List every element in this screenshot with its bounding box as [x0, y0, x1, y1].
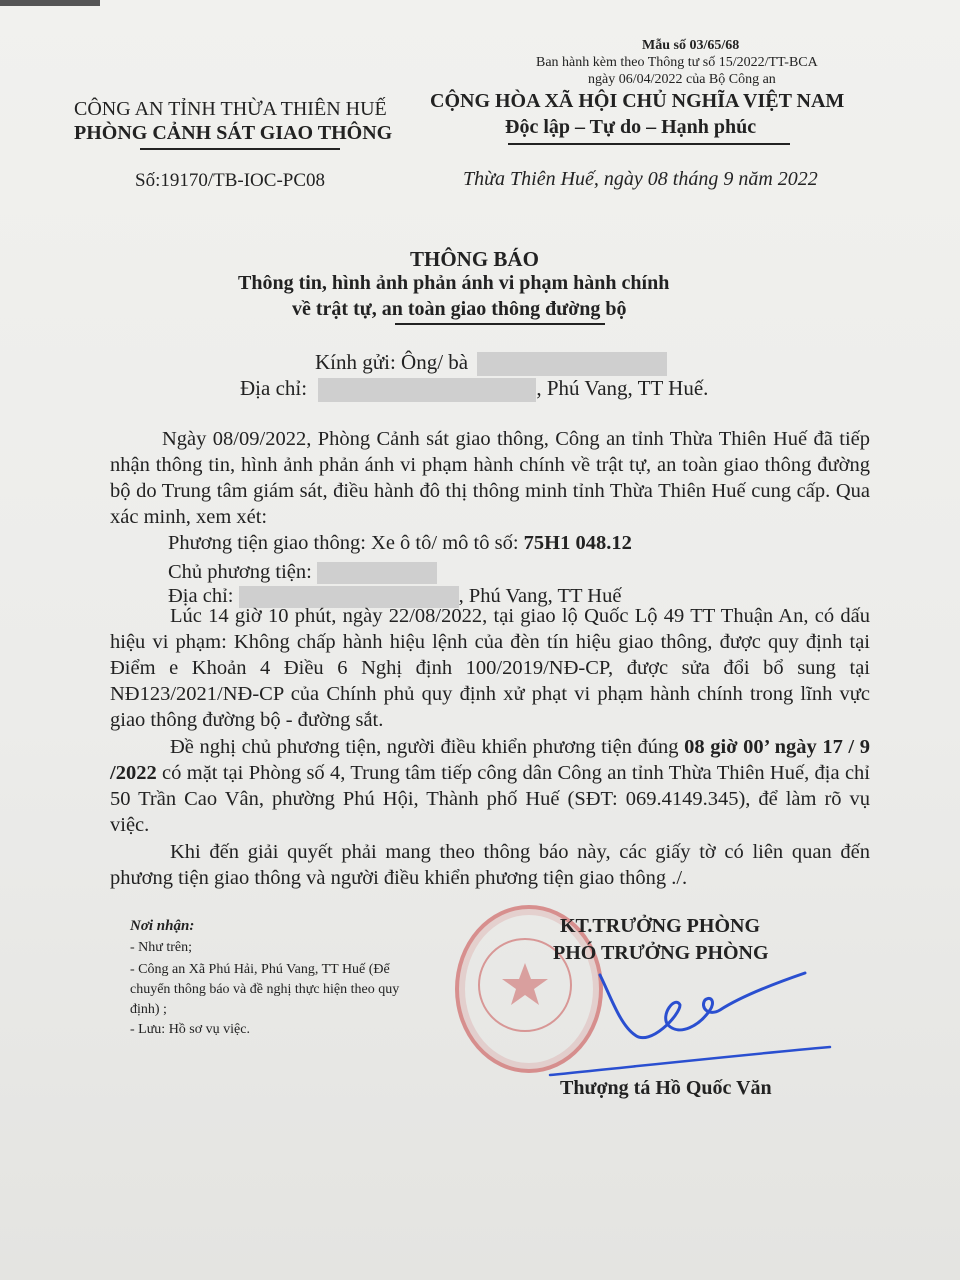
place-date: Thừa Thiên Huế, ngày 08 tháng 9 năm 2022 [463, 168, 818, 190]
recipient-label: Kính gửi: Ông/ bà [315, 350, 469, 374]
form-issued-line2: ngày 06/04/2022 của Bộ Công an [588, 72, 776, 87]
redacted-address [318, 378, 536, 402]
appointment-time: 08 giờ 00’ ngày 17 / 9 /2022 [110, 736, 870, 784]
form-issued-line1: Ban hành kèm theo Thông tư số 15/2022/TT-BCA [536, 55, 818, 70]
nation-line1: CỘNG HÒA XÃ HỘI CHỦ NGHĨA VIỆT NAM [430, 90, 845, 112]
agency-line2: PHÒNG CẢNH SÁT GIAO THÔNG [74, 122, 393, 144]
paragraph-2: Lúc 14 giờ 10 phút, ngày 22/08/2022, tại giao lộ Quốc Lộ 49 TT Thuận An, có dấu hiệu vi phạm: Không chấp hành hiệu lệnh của đèn tín hiệu giao thông, được quy định tại Điểm e Khoản 4 Điều 6 Nghị định 100/2019/NĐ-CP, được sửa đổi bổ sung tại NĐ123/2021/NĐ-CP của Chính phủ quy định xử phạt vi phạm hành chính trong lĩnh vực giao thông đường bộ - đường sắt. [110, 605, 870, 731]
owner-line [168, 561, 437, 584]
owner-label: Chủ phương tiện: [168, 561, 312, 583]
recipient-address-label: Địa chỉ: [240, 376, 308, 400]
vehicle-label: Phương tiện giao thông: Xe ô tô/ mô tô số: [168, 532, 524, 554]
recipient-line [315, 350, 667, 376]
recipient-address-suffix: , Phú Vang, TT Huế. [536, 376, 709, 400]
recipients-item-2c: định) ; [130, 1002, 167, 1017]
doc-number: Số:19170/TB-IOC-PC08 [135, 170, 326, 191]
owner-address-suffix: , Phú Vang, TT Huế [458, 585, 622, 607]
doc-subtitle-2: về trật tự, an toàn giao thông đường bộ [292, 298, 627, 320]
vehicle-line [168, 532, 632, 555]
agency-underline [140, 148, 340, 150]
signature-title-1: KT.TRƯỞNG PHÒNG [560, 915, 760, 937]
doc-title: THÔNG BÁO [410, 247, 539, 271]
signature-title-2: PHÓ TRƯỞNG PHÒNG [553, 942, 769, 964]
recipients-item-3: - Lưu: Hồ sơ vụ việc. [130, 1022, 250, 1037]
para3-end: có mặt tại Phòng số 4, Trung tâm tiếp công dân Công an tỉnh Thừa Thiên Huế, địa chỉ 50 Trần Cao Vân, phường Phú Hội, Thành phố Huế (SĐT: 069.4149.345), để làm rõ vụ việc. [110, 762, 870, 836]
subtitle-underline [395, 323, 605, 325]
vehicle-plate: 75H1 048.12 [523, 532, 632, 554]
recipients-item-2a: - Công an Xã Phú Hải, Phú Vang, TT Huế (Để [130, 962, 390, 977]
recipients-item-1: - Như trên; [130, 940, 193, 955]
signer-name: Thượng tá Hồ Quốc Văn [560, 1077, 772, 1099]
para3-start: Đề nghị chủ phương tiện, người điều khiển phương tiện đúng [170, 736, 685, 758]
paragraph-4: Khi đến giải quyết phải mang theo thông báo này, các giấy tờ có liên quan đến phương tiện giao thông và người điều khiển phương tiện giao thông ./. [110, 841, 870, 889]
motto-underline [508, 143, 790, 145]
redacted-name [477, 352, 667, 376]
nation-motto: Độc lập – Tự do – Hạnh phúc [505, 116, 757, 138]
paragraph-3 [110, 734, 870, 838]
recipients-title: Nơi nhận: [130, 918, 195, 934]
paragraph-1: Ngày 08/09/2022, Phòng Cảnh sát giao thông, Công an tỉnh Thừa Thiên Huế đã tiếp nhận thông tin, hình ảnh phản ánh vi phạm hành chính về trật tự, an toàn giao thông đường bộ do Trung tâm giám sát, điều hành đô thị thông minh tỉnh Thừa Thiên Huế cung cấp. Qua xác minh, xem xét: [110, 428, 870, 528]
form-code: Mẫu số 03/65/68 [642, 38, 740, 53]
handwritten-signature [540, 955, 840, 1085]
recipient-address-line [240, 376, 708, 402]
scan-edge [0, 0, 100, 6]
recipients-item-2b: chuyển thông báo và đề nghị thực hiện theo quy [130, 982, 400, 997]
owner-address-label: Địa chỉ: [168, 585, 234, 607]
redacted-owner [317, 562, 437, 584]
agency-line1: CÔNG AN TỈNH THỪA THIÊN HUẾ [74, 98, 387, 120]
doc-subtitle-1: Thông tin, hình ảnh phản ánh vi phạm hành chính [238, 272, 670, 294]
